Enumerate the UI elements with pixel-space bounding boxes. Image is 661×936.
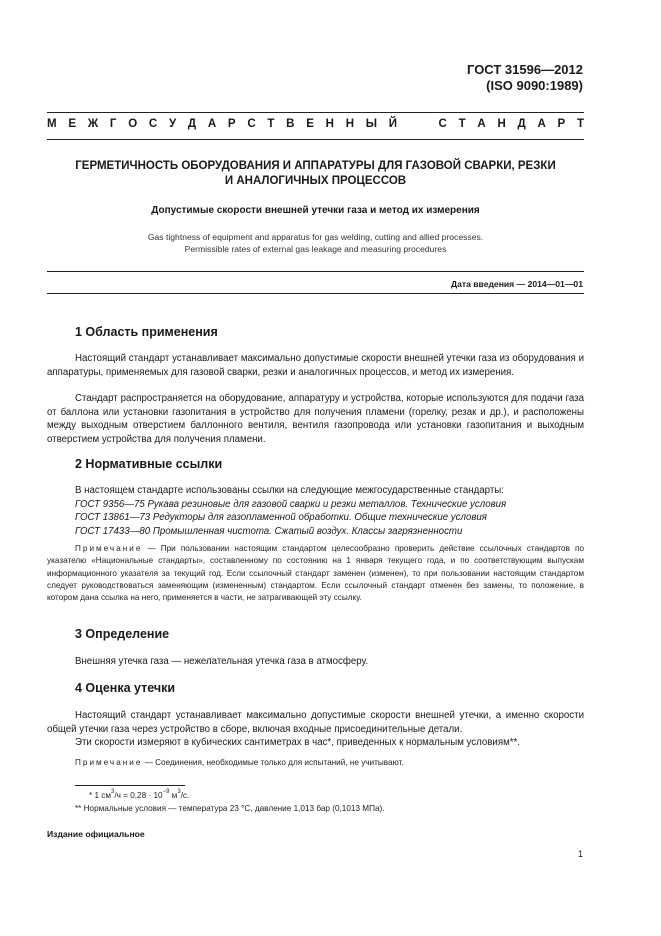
section-1-heading: 1 Область применения — [75, 325, 218, 339]
banner-letter: В — [286, 118, 295, 130]
note-text: — Соединения, необходимые только для испытаний, не учитывают. — [142, 758, 404, 767]
reference-item: ГОСТ 17433—80 Промышленная чистота. Сжатый воздух. Классы загрязненности — [75, 525, 463, 537]
banner-letter: С — [148, 118, 158, 130]
standard-code: ГОСТ 31596—2012 — [467, 62, 583, 77]
reference-item: ГОСТ 9356—75 Рукава резиновые для газовой сварки и резки металлов. Технические условия — [75, 498, 507, 510]
banner-letter: О — [128, 118, 138, 130]
banner-letter: Н — [345, 118, 355, 130]
note-label: Примечание — [75, 758, 143, 767]
title-line-2: И АНАЛОГИЧНЫХ ПРОЦЕССОВ — [224, 175, 407, 187]
effective-date: Дата введения — 2014—01—01 — [450, 279, 583, 289]
word-gap — [409, 118, 427, 130]
section-2-heading: 2 Нормативные ссылки — [75, 457, 223, 471]
banner-letter: А — [537, 118, 546, 130]
footnote-rule — [75, 785, 185, 786]
top-rule — [47, 112, 584, 113]
footnote-1: * 1 $см^3/ч = 0,28 \cdot 10^{-9}$ $м^3/с$. — [89, 789, 190, 800]
section-1-paragraph-2: Стандарт распространяется на оборудование, аппаратуру и устройства, которые используются для подачи газа от баллона или установки газопитания в устройство для получения пламени (горелку, резак и др.), и расположены между выходным отверстием баллонного вентиля, вентиля газопровода или установки газопитания и выходным отверстием устройства для получения пламени. — [47, 393, 584, 445]
banner-letter: Й — [388, 118, 398, 130]
english-title — [47, 231, 584, 255]
banner-letter: Т — [458, 118, 466, 130]
section-1-paragraph-1: Настоящий стандарт устанавливает максимально допустимые скорости внешней утечки газа из оборудования и аппаратуры, применяемых для газовой сварки, резки и аналогичных процессов, и метод их измерения. — [47, 353, 584, 378]
english-title-line-2: Permissible rates of external gas leakage and measuring procedures — [184, 244, 447, 254]
interstate-standard-banner — [47, 118, 584, 130]
banner-letter: С — [438, 118, 447, 130]
banner-letter: У — [168, 118, 177, 130]
title-line-1: ГЕРМЕТИЧНОСТЬ ОБОРУДОВАНИЯ И АППАРАТУРЫ ДЛЯ ГАЗОВОЙ СВАРКИ, РЕЗКИ — [75, 160, 556, 172]
section-4-heading: 4 Оценка утечки — [75, 681, 176, 695]
english-title-line-1: Gas tightness of equipment and apparatus for gas welding, cutting and allied processes. — [147, 232, 484, 242]
banner-letter: Н — [325, 118, 334, 130]
date-rule — [47, 271, 584, 272]
note-label: Примечание — [75, 544, 143, 553]
banner-letter: Д — [187, 118, 197, 130]
normative-references — [75, 484, 584, 538]
banner-letter: А — [477, 118, 486, 130]
banner-letter: Ы — [365, 118, 378, 130]
note-text: — При пользовании настоящим стандартом целесообразно проверить действие ссылочных стандартов по указателю «Национальные стандарты», составленному по состоянию на 1 января текущего года, и по соответствующим выпускам информационного указателя за текущий год. Если ссылочный стандарт заменен (изменен), то при пользовании настоящим стандартом следует руководствоваться заменяющим (измененным) стандартом. Если ссылочный стандарт отменен без замены, то положение, в котором дана ссылка на него, применяется в части, не затрагивающей эту ссылку. — [47, 544, 584, 603]
banner-letter: А — [207, 118, 217, 130]
iso-code: (ISO 9090:1989) — [486, 78, 583, 93]
banner-rule — [47, 139, 584, 140]
banner-letter: Е — [306, 118, 314, 130]
banner-letter: М — [47, 118, 57, 130]
banner-letter: С — [247, 118, 256, 130]
footnote-2: ** Нормальные условия — температура 23 °С, давление 1,013 бар (0,1013 МПа). — [75, 804, 385, 813]
document-title — [47, 159, 584, 189]
banner-letter: Ж — [87, 118, 99, 130]
banner-letter: Н — [497, 118, 506, 130]
banner-letter: Р — [557, 118, 566, 130]
banner-letter: Д — [517, 118, 526, 130]
banner-letter: Е — [68, 118, 77, 130]
document-subtitle: Допустимые скорости внешней утечки газа и метод их измерения — [151, 205, 480, 216]
banner-letter: Т — [267, 118, 275, 130]
banner-letter: Р — [227, 118, 236, 130]
date-rule-bottom — [47, 293, 584, 294]
section-2-note — [47, 543, 584, 604]
section-3-paragraph: Внешняя утечка газа — нежелательная утечка газа в атмосферу. — [75, 656, 369, 667]
official-edition: Издание официальное — [47, 829, 145, 839]
references-intro: В настоящем стандарте использованы ссылки на следующие межгосударственные стандарты: — [75, 485, 504, 496]
section-4-paragraph-2: Эти скорости измеряют в кубических сантиметрах в час*, приведенных к нормальным условиям**. — [75, 737, 520, 748]
section-3-heading: 3 Определение — [75, 627, 170, 641]
reference-item: ГОСТ 13861—73 Редукторы для газопламенной обработки. Общие технические условия — [75, 512, 487, 523]
page-number: 1 — [577, 849, 583, 859]
banner-letter: Т — [576, 118, 584, 130]
section-4-paragraph-1: Настоящий стандарт устанавливает максимально допустимые скорости внешней утечки, а именно скорости общей утечки газа через устройство в сборе, включая входные присоединительные детали. — [47, 710, 584, 735]
banner-letter: Г — [109, 118, 117, 130]
section-4-note — [47, 757, 584, 769]
